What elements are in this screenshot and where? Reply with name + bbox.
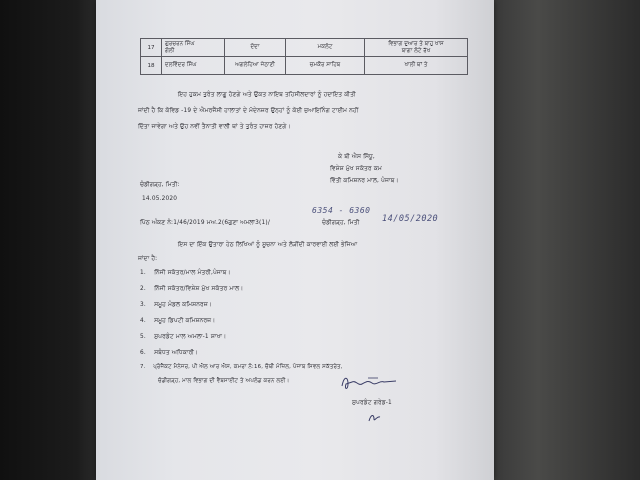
endorsement-place: ਚੰਡੀਗੜ੍ਹ, ਮਿਤੀ (322, 220, 360, 226)
paragraph-line: ਇਸ ਦਾ ਇੱਕ ਉਤਾਰਾ ਹੇਠ ਲਿਖਿਆਂ ਨੂੰ ਸੂਚਨਾ ਅਤੇ ਲੋੜੀਂਦੀ ਕਾਰਵਾਈ ਲਈ ਭੇਜਿਆ (178, 242, 358, 248)
list-item: 7. ਪ੍ਰੋਜੈਕਟ ਮੈਨੇਜਰ, ਪੀ ਐਲ ਆਰ ਐਸ, ਕਮਰਾ ਨੰ:16, ਚੌਥੀ ਮੰਜ਼ਿਲ, ਪੰਜਾਬ ਸਿਵਲ ਸਕੱਤਰੇਤ, (140, 364, 343, 370)
handwritten-number: 6354 - 6360 (312, 206, 371, 215)
table-cell: ਦੋਦਾ (225, 39, 286, 57)
signatory-title: ਵਿੱਤੀ ਕਮਿਸ਼ਨਰ ਮਾਲ, ਪੰਜਾਬ। (330, 178, 399, 184)
posting-table (140, 38, 468, 75)
table-cell: ਦਲਵਿੰਦਰ ਸਿੰਘ (162, 57, 225, 75)
issue-date: 14.05.2020 (142, 196, 178, 202)
endorsement-number: ਪਿੱਠ ਅੰਕਣ ਨੰ:1/46/2019 ਮਅ.2(6ਗੁਣਾ ਅਮਲਾ3(1)/ (140, 220, 270, 226)
list-item: 2. ਨਿੱਜੀ ਸਕੱਤਰ/ਵਿਸ਼ੇਸ਼ ਮੁੱਖ ਸਕੱਤਰ ਮਾਲ। (140, 286, 244, 292)
list-item: 1. ਨਿੱਜੀ ਸਕੱਤਰ/ਮਾਲ ਮੰਤਰੀ,ਪੰਜਾਬ। (140, 270, 231, 276)
initials-mark (368, 413, 382, 423)
issue-place: ਚੰਡੀਗੜ੍ਹ, ਮਿਤੀ: (140, 182, 180, 188)
table-cell: ਅਗਲੇਹਿਆ ਜੇਠਾਣੀ (225, 57, 286, 75)
handwritten-date: 14/05/2020 (382, 214, 439, 224)
paragraph-line: ਦਿੱਤਾ ਜਾਵੇਗਾ ਅਤੇ ਉਹ ਨਵੀਂ ਤੈਨਾਤੀ ਵਾਲੀ ਥਾਂ ਤੇ ਤੁਰੰਤ ਹਾਜ਼ਰ ਹੋਣਗੇ। (138, 124, 291, 130)
signatory2-title: ਸੁਪਰਡੰਟ ਗਰੇਡ-1 (352, 400, 392, 406)
signature (338, 372, 400, 394)
table-row (141, 39, 468, 57)
paragraph-line: ਜਾਂਦੀ ਹੈ ਕਿ ਕੋਵਿਡ -19 ਦੇ ਐਮਰਜੈਂਸੀ ਹਾਲਾਤਾਂ ਦੇ ਮੱਦੇਨਜ਼ਰ ਉਨ੍ਹਾਂ ਨੂੰ ਕੋਈ ਜੁਆਇਨਿੰਗ ਟਾਈਮ ਨਹੀਂ (138, 108, 359, 114)
table-row (141, 57, 468, 75)
table-cell: ਵਿਭਾਗ ਦੁਆਰ ਤੇ ਬਾਹੁ ਖਾਸ ਬਾਗਾ ਲੋਟੇ ਰੱਖ (365, 39, 468, 57)
list-item: 6. ਸਬੰਧਤ ਅਧਿਕਾਰੀ। (140, 350, 199, 356)
list-item: 4. ਸਮੂਹ ਡਿਪਟੀ ਕਮਿਸ਼ਨਰਜ਼। (140, 318, 216, 324)
list-item: 3. ਸਮੂਹ ਮੰਡਲ ਕਮਿਸ਼ਨਰਜ਼। (140, 302, 212, 308)
table-cell: 18 (141, 57, 162, 75)
background-left (0, 0, 96, 480)
table-cell: ਗੁਰਚਰਨ ਸਿੰਘ ਗੋਲੀ (162, 39, 225, 57)
list-item: 5. ਸੁਪਰਡੰਟ ਮਾਲ ਅਮਲਾ-1 ਸ਼ਾਖਾ। (140, 334, 227, 340)
table-cell: ਖਾਲੀ ਥਾਂ ਤੇ (365, 57, 468, 75)
background-right (494, 0, 640, 480)
paragraph-line: ਜਾਂਦਾ ਹੈ: (138, 256, 158, 262)
paragraph-line: ਇਹ ਹੁਕਮ ਤੁਰੰਤ ਲਾਗੂ ਹੋਣਗੇ ਅਤੇ ਉਕਤ ਨਾਇਬ ਤਹਿਸੀਲਦਾਰਾਂ ਨੂੰ ਹਦਾਇਤ ਕੀਤੀ (178, 92, 356, 98)
table-cell: 17 (141, 39, 162, 57)
signatory-name: ਕੇ ਬੀ ਐਸ ਸਿੱਧੂ, (338, 154, 375, 160)
table-cell: ਮਕਲੋਟ (286, 39, 365, 57)
list-item-continuation: ਚੰਡੀਗੜ੍ਹ, ਮਾਲ ਵਿਭਾਗ ਦੀ ਵੈਬਸਾਈਟ ਤੇ ਅਪਲੋਡ ਕਰਨ ਲਈ। (158, 378, 290, 384)
table-cell: ਚਮਕੌਰ ਸਾਹਿਬ (286, 57, 365, 75)
signatory-title: ਵਿਸ਼ੇਸ਼ ਮੁੱਖ ਸਕੱਤਰ ਕਮ (330, 166, 382, 172)
